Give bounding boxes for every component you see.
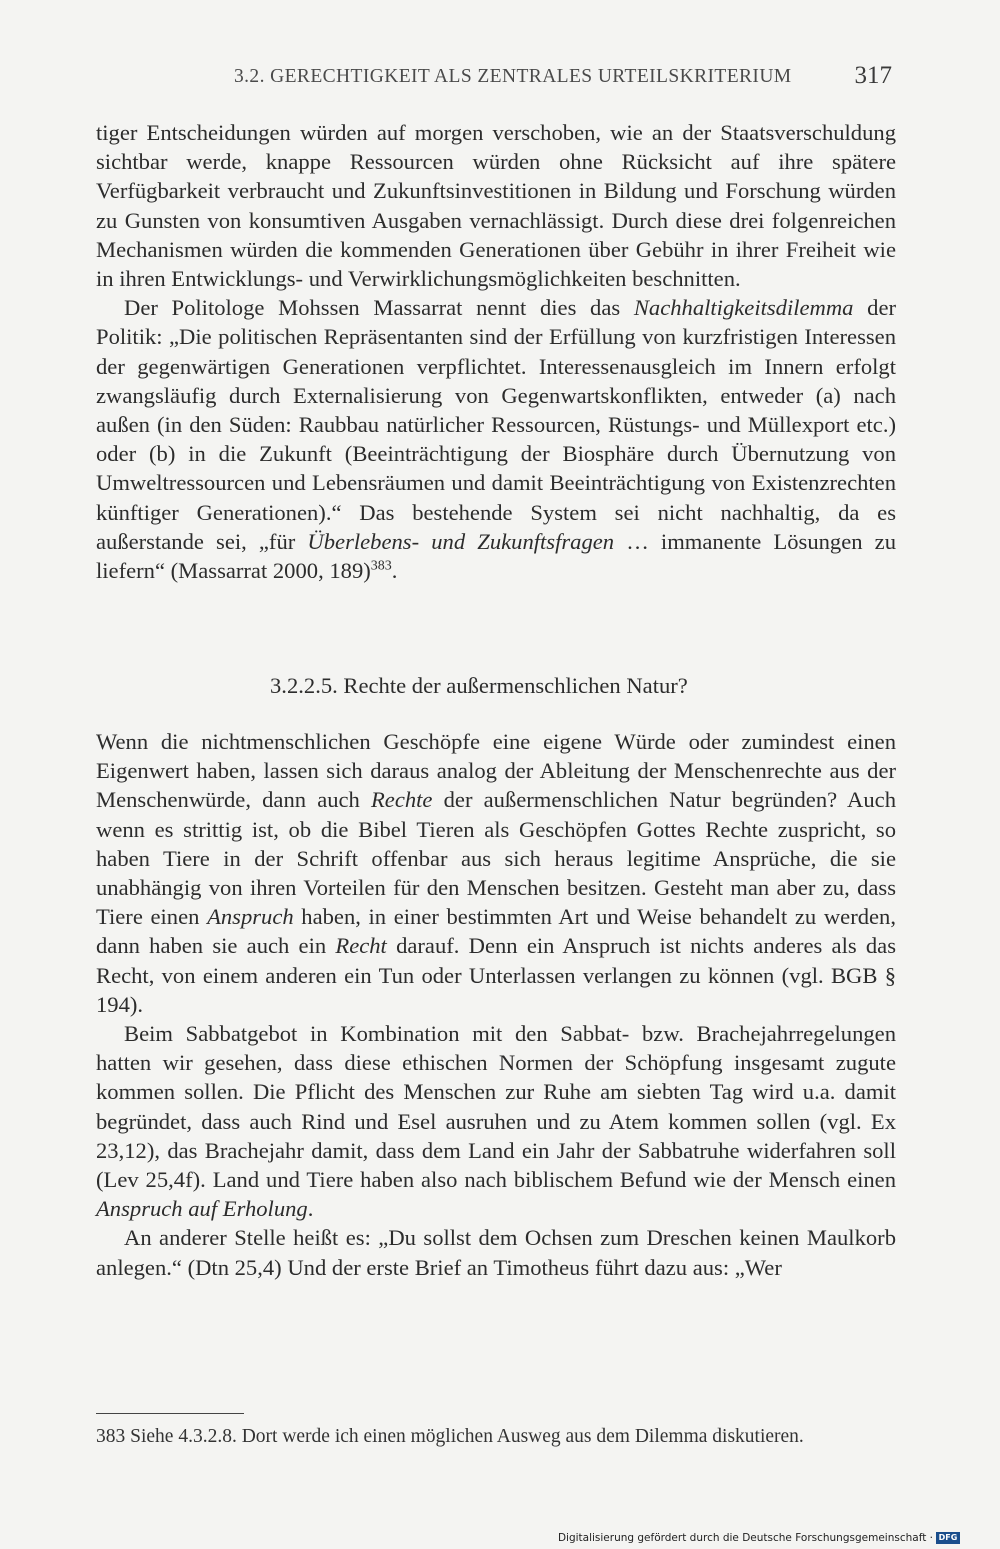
paragraph-4 (96, 1019, 896, 1223)
footnote-divider (96, 1413, 244, 1414)
running-title: 3.2. GERECHTIGKEIT ALS ZENTRALES URTEILSKRITERIUM (234, 66, 792, 87)
section-heading: 3.2.2.5. Rechte der außermenschlichen Natur? (270, 673, 688, 698)
italic-term: Recht (335, 933, 387, 959)
text-run: … immanente Lösungen zu liefern“ (Massarrat 2000, 189) (96, 528, 897, 584)
body-text-section-2 (96, 727, 896, 1282)
text-run: Beim Sabbatgebot in Kombination mit den Sabbat- bzw. Brachejahrregelungen hatten wir gesehen, dass diese ethischen Normen der Schöpfung insgesamt zugute kommen sollen. Die Pflicht des Menschen zur Ruhe am siebten Tag wird u.a. damit begründet, dass auch Rind und Esel ausruhen und zu Atem kommen sollen (vgl. Ex 23,12), das Brachejahr damit, dass dem Land ein Jahr der Sabbatruhe widerfahren soll (Lev 25,4f). Land und Tiere haben also nach biblischem Befund wie der Mensch einen (96, 1021, 896, 1193)
italic-term: Nachhaltigkeitsdilemma (633, 295, 854, 321)
italic-term: Überlebens- und Zukunftsfragen (307, 528, 615, 554)
italic-term: Anspruch auf Erholung (96, 1196, 308, 1222)
text-run: . (307, 1196, 314, 1222)
text-run: der außermenschlichen Natur begründen? Auch wenn es strittig ist, ob die Bibel Tieren als Geschöpfen Gottes Rechte zuspricht, so haben Tiere in der Schrift offenbar aus sich heraus legitime Ansprüche, die sie unabhängig von ihren Vorteilen für den Menschen besitzen. Gesteht man aber zu, dass Tiere einen (96, 787, 896, 930)
text-run: . (391, 558, 398, 584)
paragraph-1: tiger Entscheidungen würden auf morgen verschoben, wie an der Staatsverschuldung sichtbar werde, knappe Ressourcen würden ohne Rücksicht auf ihre spätere Verfügbarkeit verbraucht und Zukunftsinvestitionen in Bildung und Forschung würden zu Gunsten von konsumtiven Ausgaben vernachlässigt. Durch diese drei folgenreichen Mechanismen würden die kommenden Generationen über Gebühr in ihrer Freiheit wie in ihren Entwicklungs- und Verwirklichungsmöglichkeiten beschnitten. (96, 120, 896, 292)
dfg-logo: DFG (936, 1532, 960, 1544)
text-run: Wenn die nichtmenschlichen Geschöpfe eine eigene Würde oder zumindest einen Eigenwert haben, lassen sich daraus analog der Ableitung der Menschenrechte aus der Menschenwürde, dann auch (96, 729, 896, 813)
text-run: haben, in einer bestimmten Art und Weise behandelt zu werden, dann haben sie auch ein (96, 904, 896, 959)
paragraph-2 (96, 293, 896, 585)
running-head (96, 62, 896, 98)
paragraph-3 (96, 727, 896, 1019)
italic-term: Anspruch (207, 904, 294, 930)
body-text-section-1 (96, 118, 896, 585)
footnote-ref[interactable]: 383 (370, 558, 392, 574)
digitization-credit (558, 1532, 960, 1544)
text-run: darauf. Denn ein Anspruch ist nichts anderes als das Recht, von einem anderen ein Tun oder Unterlassen verlangen zu können (vgl. BGB § 194). (96, 933, 896, 1017)
italic-term: Rechte (371, 787, 433, 813)
credit-text: Digitalisierung gefördert durch die Deutsche Forschungsgemeinschaft · (557, 1532, 933, 1544)
text-run: Der Politologe Mohssen Massarrat nennt dies das (124, 295, 634, 321)
page-number: 317 (854, 62, 892, 89)
footnote-383: 383 Siehe 4.3.2.8. Dort werde ich einen möglichen Ausweg aus dem Dilemma diskutieren. (96, 1426, 804, 1447)
text-run: der Politik: „Die politischen Repräsentanten sind der Erfüllung von kurzfristigen Interessen der gegenwärtigen Generationen verpflichtet. Interessenausgleich im Innern erfolgt zwangsläufig durch Externalisierung von Gegenwartskonflikten, entweder (a) nach außen (in den Süden: Raubbau natürlicher Ressourcen, Rüstungs- und Müllexport etc.) oder (b) in die Zukunft (Beeinträchtigung der Biosphäre durch Übernutzung von Umweltressourcen und Lebensräumen und damit Beeinträchtigung von Existenzrechten künftiger Generationen).“ Das bestehende System sei nicht nachhaltig, da es außerstande sei, „für (96, 295, 897, 554)
paragraph-5: An anderer Stelle heißt es: „Du sollst dem Ochsen zum Dreschen keinen Maulkorb anlegen.“ (Dtn 25,4) Und der erste Brief an Timotheus führt dazu aus: „Wer (96, 1225, 896, 1280)
